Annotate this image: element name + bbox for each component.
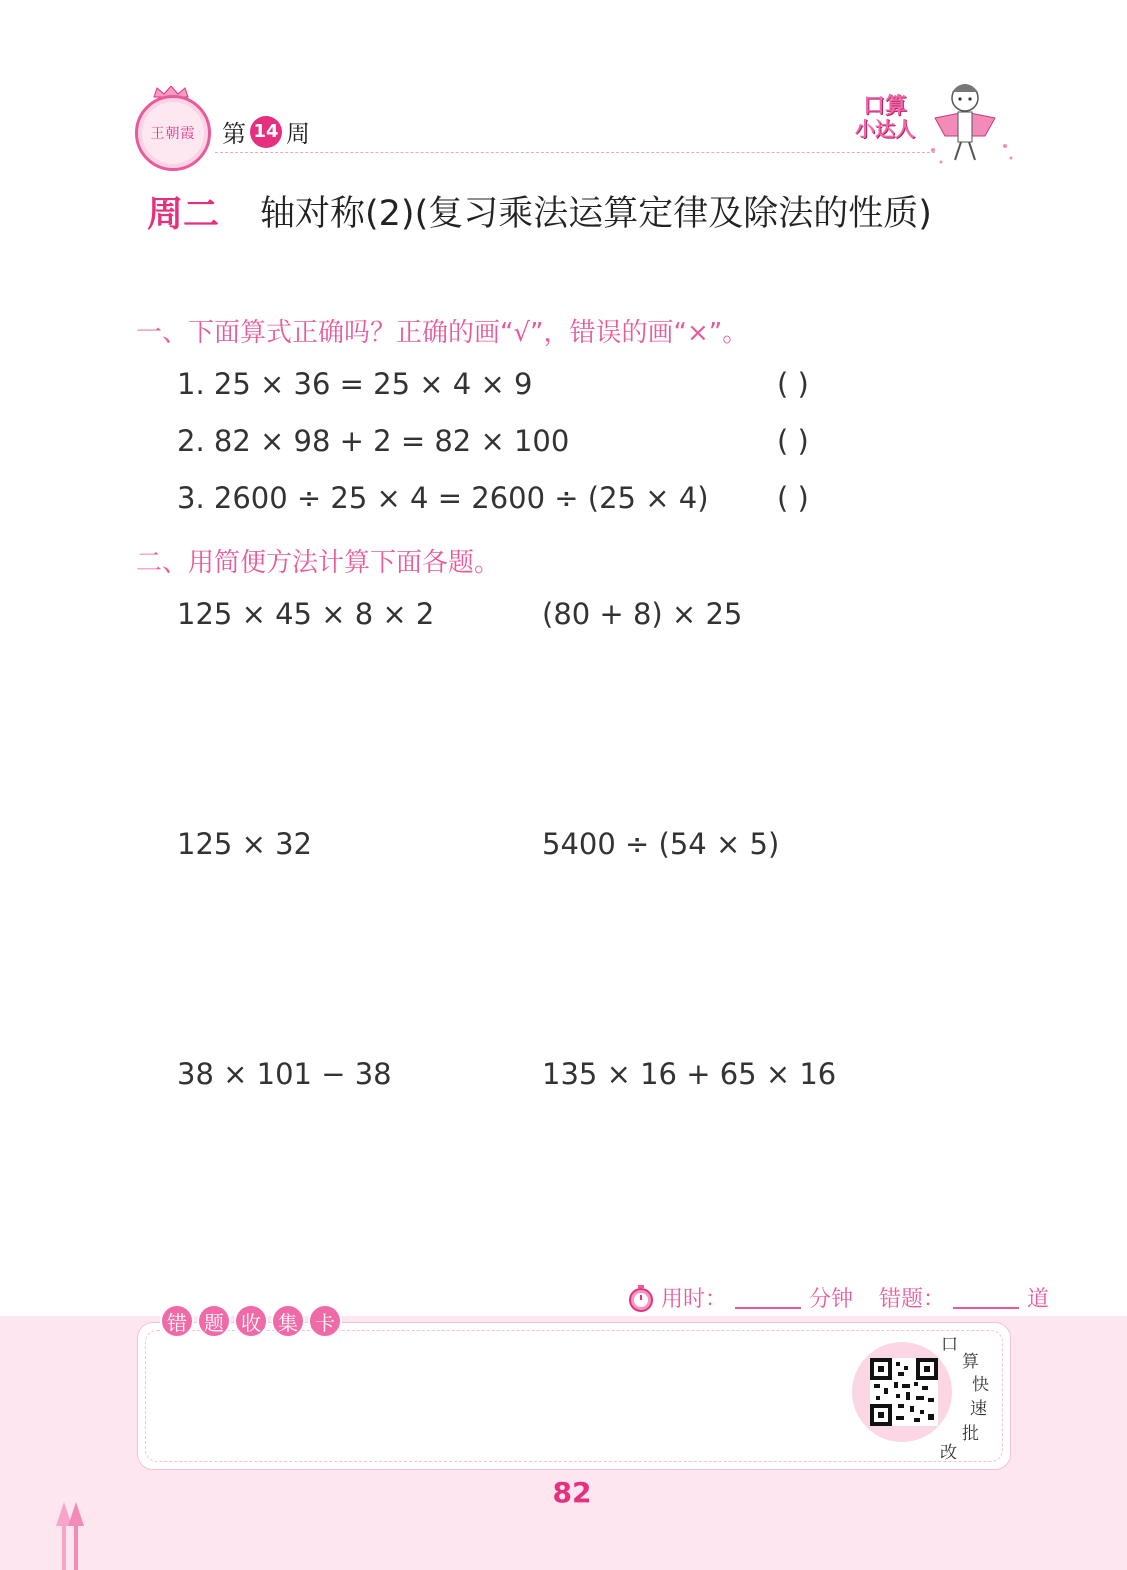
error-blank[interactable] (953, 1287, 1019, 1309)
card-title-char: 集 (271, 1304, 305, 1338)
error-unit: 道 (1027, 1287, 1050, 1312)
brand-seal-text: 王朝霞 (150, 126, 196, 142)
section2-heading: 二、用简便方法计算下面各题。 (136, 548, 501, 578)
qr-label-char: 速 (970, 1399, 987, 1419)
brand-seal-logo (135, 95, 211, 171)
answer-blank-1[interactable]: ( ) (777, 367, 809, 401)
judge-item-2: 2. 82 × 98 + 2 = 82 × 100 (177, 424, 570, 458)
error-label: 错题： (879, 1287, 946, 1312)
calc-problem-4: 5400 ÷ (54 × 5) (542, 827, 780, 861)
judge-item-3: 3. 2600 ÷ 25 × 4 = 2600 ÷ (25 × 4) (177, 481, 709, 515)
header-divider (215, 152, 935, 153)
time-label: 用时： (661, 1287, 728, 1312)
series-logo (850, 96, 920, 140)
error-card-title (160, 1304, 342, 1338)
series-logo-line1: 口算 (862, 94, 907, 119)
calc-problem-6: 135 × 16 + 65 × 16 (542, 1057, 837, 1091)
week-number-badge: 14 (250, 116, 282, 148)
decorative-arrows-icon (52, 1498, 90, 1570)
series-logo-line2: 小达人 (855, 117, 915, 141)
qr-label-char: 批 (962, 1424, 979, 1444)
qr-label-char: 口 (941, 1335, 958, 1355)
card-title-char: 卡 (308, 1304, 342, 1338)
lesson-title: 轴对称(2)(复习乘法运算定律及除法的性质) (260, 194, 932, 234)
time-unit: 分钟 (809, 1287, 854, 1312)
time-blank[interactable] (735, 1287, 801, 1309)
stopwatch-icon (627, 1284, 655, 1312)
qr-label-char: 改 (940, 1443, 957, 1463)
day-label: 周二 (147, 194, 220, 235)
qr-label-char: 算 (962, 1352, 979, 1372)
section1-heading: 一、下面算式正确吗？正确的画“√”，错误的画“×”。 (136, 318, 749, 348)
card-title-char: 收 (234, 1304, 268, 1338)
mascot-illustration (925, 78, 1020, 168)
calc-problem-3: 125 × 32 (177, 827, 312, 861)
calc-problem-1: 125 × 45 × 8 × 2 (177, 597, 435, 631)
timing-row (627, 1282, 1049, 1313)
card-title-char: 错 (160, 1304, 194, 1338)
qr-label-char: 快 (972, 1375, 989, 1395)
answer-blank-2[interactable]: ( ) (777, 424, 809, 458)
page-number: 82 (552, 1476, 592, 1509)
week-label (222, 114, 310, 149)
calc-problem-5: 38 × 101 − 38 (177, 1057, 392, 1091)
answer-blank-3[interactable]: ( ) (777, 481, 809, 515)
week-suffix: 周 (286, 120, 310, 148)
judge-item-1: 1. 25 × 36 = 25 × 4 × 9 (177, 367, 533, 401)
card-title-char: 题 (197, 1304, 231, 1338)
week-prefix: 第 (222, 120, 246, 148)
qr-code[interactable] (870, 1358, 938, 1426)
calc-problem-2: (80 + 8) × 25 (542, 597, 743, 631)
